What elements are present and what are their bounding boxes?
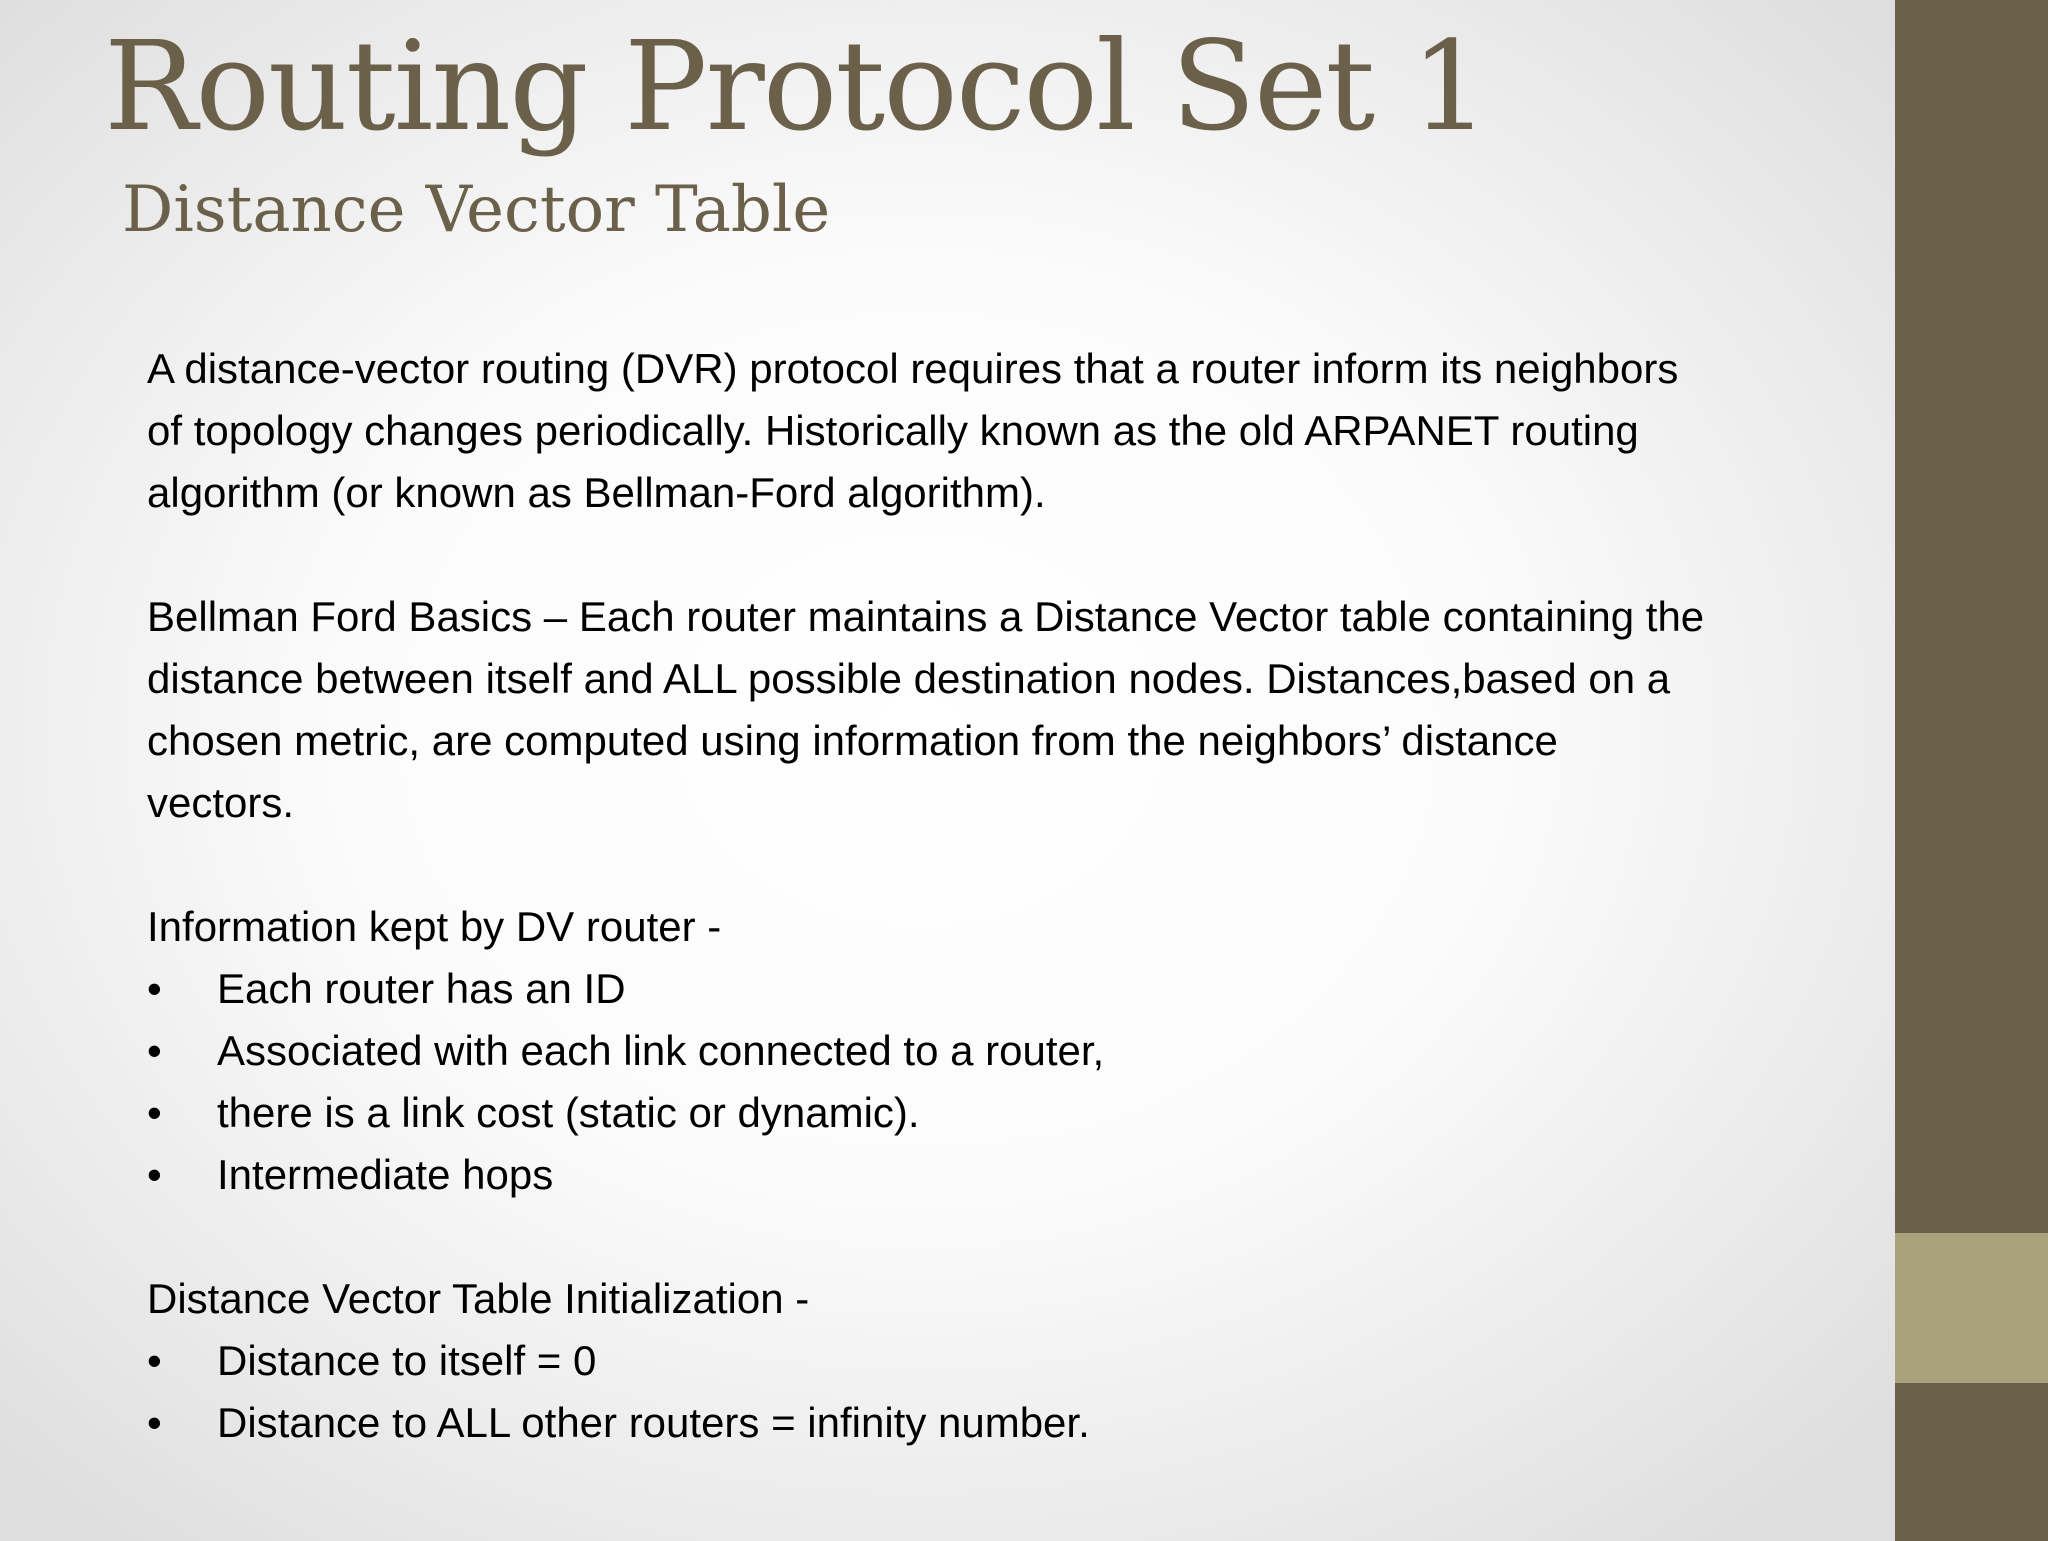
bullet-list-initialization	[147, 1330, 1907, 1454]
list-item-text: Distance to ALL other routers = infinity number.	[217, 1399, 1090, 1446]
side-accent	[1895, 1233, 2048, 1383]
slide-subtitle: Distance Vector Table	[122, 173, 831, 247]
bullet-icon: •	[147, 1337, 162, 1384]
bullet-list-information	[147, 958, 1907, 1206]
bullet-icon: •	[147, 965, 162, 1012]
list-item	[147, 1392, 1907, 1454]
list-item-text: Each router has an ID	[217, 965, 626, 1012]
list-item	[147, 1082, 1907, 1144]
section-heading-initialization: Distance Vector Table Initialization -	[147, 1275, 810, 1322]
bullet-icon: •	[147, 1089, 162, 1136]
spacer	[147, 524, 1907, 586]
section-heading-information: Information kept by DV router -	[147, 903, 722, 950]
slide-title: Routing Protocol Set 1	[104, 15, 1488, 159]
list-item-text: Intermediate hops	[217, 1151, 554, 1198]
paragraph-bellman-ford: Bellman Ford Basics – Each router maintains a Distance Vector table containing the distance between itself and ALL possible destination nodes. Distances,based on a chosen metric, are computed using information from the neighbors’ distance vectors.	[147, 593, 1705, 826]
list-item	[147, 1020, 1907, 1082]
bullet-icon: •	[147, 1399, 162, 1446]
bullet-icon: •	[147, 1027, 162, 1074]
spacer	[147, 834, 1907, 896]
slide-body	[147, 338, 1907, 1454]
list-item-text: there is a link cost (static or dynamic).	[217, 1089, 920, 1136]
paragraph-dvr-intro: A distance-vector routing (DVR) protocol requires that a router inform its neighbors of topology changes periodically. Historically known as the old ARPANET routing algorithm (or known as Bellman-Ford algorithm).	[147, 345, 1679, 516]
list-item	[147, 1144, 1907, 1206]
list-item-text: Associated with each link connected to a router,	[217, 1027, 1105, 1074]
list-item-text: Distance to itself = 0	[217, 1337, 597, 1384]
list-item	[147, 958, 1907, 1020]
list-item	[147, 1330, 1907, 1392]
spacer	[147, 1206, 1907, 1268]
bullet-icon: •	[147, 1151, 162, 1198]
